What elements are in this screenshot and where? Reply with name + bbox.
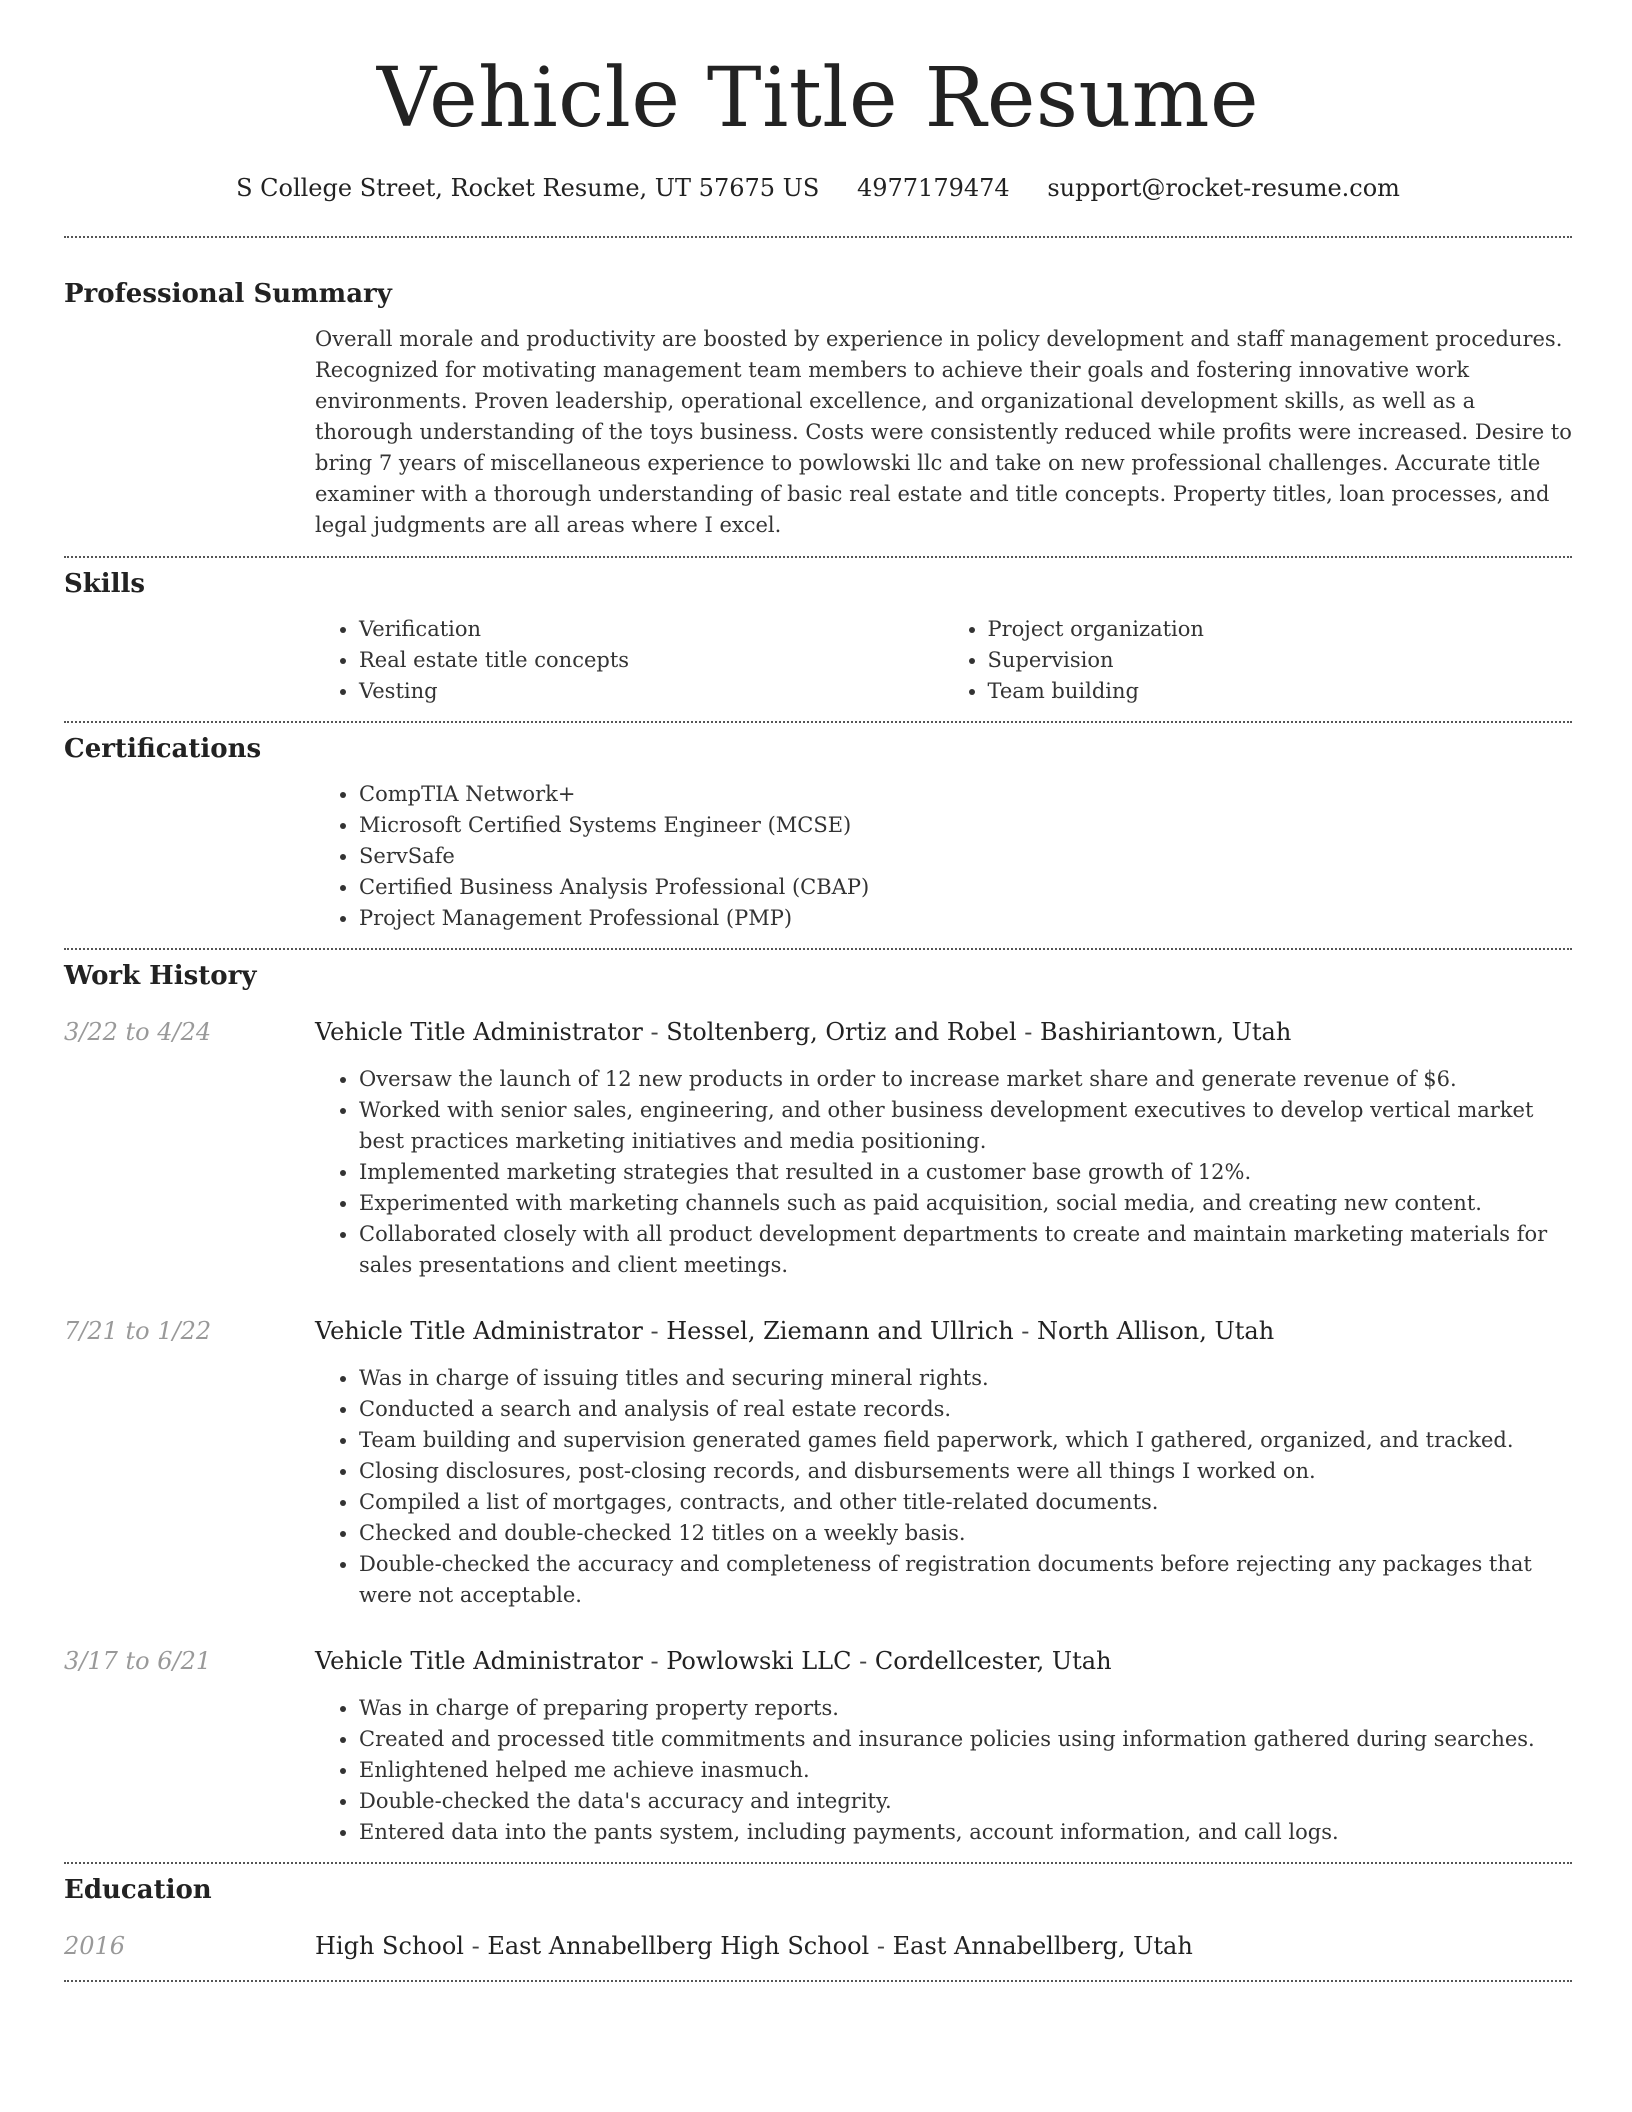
certification-item: • Certified Business Analysis Professional (CBAP) xyxy=(359,872,1572,903)
job-company: Hessel, Ziemann and Ullrich xyxy=(666,1317,1014,1345)
job-bullet: • Compiled a list of mortgages, contracts, and other title-related documents. xyxy=(359,1487,1572,1518)
resume-title: Vehicle Title Resume xyxy=(376,51,1260,146)
contact-line xyxy=(64,172,1572,204)
contact-address: S College Street, Rocket Resume, UT 57675 US xyxy=(236,174,820,202)
certification-item: • Project Management Professional (PMP) xyxy=(359,903,1572,934)
contact-phone: 4977179474 xyxy=(856,174,1010,202)
job-bullet: • Created and processed title commitments and insurance policies using information gathered during searches. xyxy=(359,1724,1572,1755)
work-section xyxy=(64,950,1572,1848)
job-heading: Vehicle Title Administrator - Hessel, Ziemann and Ullrich - North Allison, Utah xyxy=(315,1317,1275,1345)
job-entry xyxy=(64,1315,1572,1611)
work-heading: Work History xyxy=(64,961,257,991)
skills-list-left xyxy=(315,614,944,707)
job-bullets xyxy=(315,1064,1572,1281)
job-location: North Allison, Utah xyxy=(1037,1317,1275,1345)
job-dates: 7/21 to 1/22 xyxy=(64,1317,212,1345)
job-bullet: • Worked with senior sales, engineering, and other business development executives to develop vertical market best practices marketing initiatives and media positioning. xyxy=(359,1095,1572,1157)
certifications-section xyxy=(64,723,1572,934)
skill-item: • Project organization xyxy=(988,614,1573,645)
education-entry xyxy=(64,1930,1572,1962)
skill-item: • Verification xyxy=(359,614,944,645)
skills-section xyxy=(64,558,1572,707)
job-bullets xyxy=(315,1693,1572,1848)
job-bullet: • Implemented marketing strategies that resulted in a customer base growth of 12%. xyxy=(359,1157,1572,1188)
job-entry xyxy=(64,1016,1572,1281)
summary-text: Overall morale and productivity are boosted by experience in policy development and staff management procedures. Recognized for motivating management team members to achieve their goals and fostering innovative work environments. Proven leadership, operational excellence, and organizational development skills, as well as a thorough understanding of the toys business. Costs were consistently reduced while profits were increased. Desire to bring 7 years of miscellaneous experience to powlowski llc and take on new professional challenges. Accurate title examiner with a thorough understanding of basic real estate and title concepts. Property titles, loan processes, and legal judgments are all areas where I excel. xyxy=(315,327,1572,537)
certification-item: • Microsoft Certified Systems Engineer (MCSE) xyxy=(359,810,1572,841)
summary-heading: Professional Summary xyxy=(64,279,392,309)
certifications-list xyxy=(315,779,1572,934)
job-bullet: • Double-checked the data's accuracy and integrity. xyxy=(359,1786,1572,1817)
resume-page xyxy=(64,0,1572,1982)
job-bullet: • Collaborated closely with all product development departments to create and maintain marketing materials for sales presentations and client meetings. xyxy=(359,1219,1572,1281)
job-bullet: • Oversaw the launch of 12 new products in order to increase market share and generate revenue of $6. xyxy=(359,1064,1572,1095)
education-year: 2016 xyxy=(64,1932,126,1960)
education-degree: High School xyxy=(315,1932,464,1960)
job-bullet: • Entered data into the pants system, including payments, account information, and call logs. xyxy=(359,1817,1572,1848)
certification-item: • CompTIA Network+ xyxy=(359,779,1572,810)
summary-section xyxy=(64,238,1572,541)
job-role: Vehicle Title Administrator xyxy=(315,1018,643,1046)
education-location: East Annabellberg, Utah xyxy=(892,1932,1193,1960)
certification-item: • ServSafe xyxy=(359,841,1572,872)
skill-item: • Supervision xyxy=(988,645,1573,676)
job-company: Powlowski LLC xyxy=(666,1647,852,1675)
job-bullet: • Enlightened helped me achieve inasmuch. xyxy=(359,1755,1572,1786)
job-bullet: • Conducted a search and analysis of real estate records. xyxy=(359,1394,1572,1425)
job-role: Vehicle Title Administrator xyxy=(315,1317,643,1345)
skills-heading: Skills xyxy=(64,569,146,599)
job-bullets xyxy=(315,1363,1572,1611)
certifications-heading: Certifications xyxy=(64,734,262,764)
job-role: Vehicle Title Administrator xyxy=(315,1647,643,1675)
job-heading: Vehicle Title Administrator - Powlowski LLC - Cordellcester, Utah xyxy=(315,1647,1112,1675)
skills-list-right xyxy=(944,614,1573,707)
education-heading: Education xyxy=(64,1875,212,1905)
education-section xyxy=(64,1864,1572,1962)
skill-item: • Vesting xyxy=(359,676,944,707)
job-bullet: • Was in charge of preparing property reports. xyxy=(359,1693,1572,1724)
job-location: Bashiriantown, Utah xyxy=(1040,1018,1292,1046)
job-bullet: • Checked and double-checked 12 titles on a weekly basis. xyxy=(359,1518,1572,1549)
job-bullet: • Closing disclosures, post-closing records, and disbursements were all things I worked on. xyxy=(359,1456,1572,1487)
skill-item: • Team building xyxy=(988,676,1573,707)
job-location: Cordellcester, Utah xyxy=(874,1647,1112,1675)
job-bullet: • Experimented with marketing channels such as paid acquisition, social media, and creating new content. xyxy=(359,1188,1572,1219)
education-heading-line: High School - East Annabellberg High School - East Annabellberg, Utah xyxy=(315,1932,1193,1960)
job-entry xyxy=(64,1645,1572,1848)
job-dates: 3/22 to 4/24 xyxy=(64,1018,212,1046)
skill-item: • Real estate title concepts xyxy=(359,645,944,676)
job-bullet: • Double-checked the accuracy and completeness of registration documents before rejecting any packages that were not acceptable. xyxy=(359,1549,1572,1611)
job-dates: 3/17 to 6/21 xyxy=(64,1647,212,1675)
job-bullet: • Was in charge of issuing titles and securing mineral rights. xyxy=(359,1363,1572,1394)
education-school: East Annabellberg High School xyxy=(487,1932,870,1960)
contact-email: support@rocket-resume.com xyxy=(1047,174,1400,202)
divider xyxy=(64,1980,1572,1982)
job-bullet: • Team building and supervision generated games field paperwork, which I gathered, organized, and tracked. xyxy=(359,1425,1572,1456)
job-company: Stoltenberg, Ortiz and Robel xyxy=(666,1018,1017,1046)
skills-grid xyxy=(315,614,1572,707)
job-heading: Vehicle Title Administrator - Stoltenberg, Ortiz and Robel - Bashiriantown, Utah xyxy=(315,1018,1292,1046)
